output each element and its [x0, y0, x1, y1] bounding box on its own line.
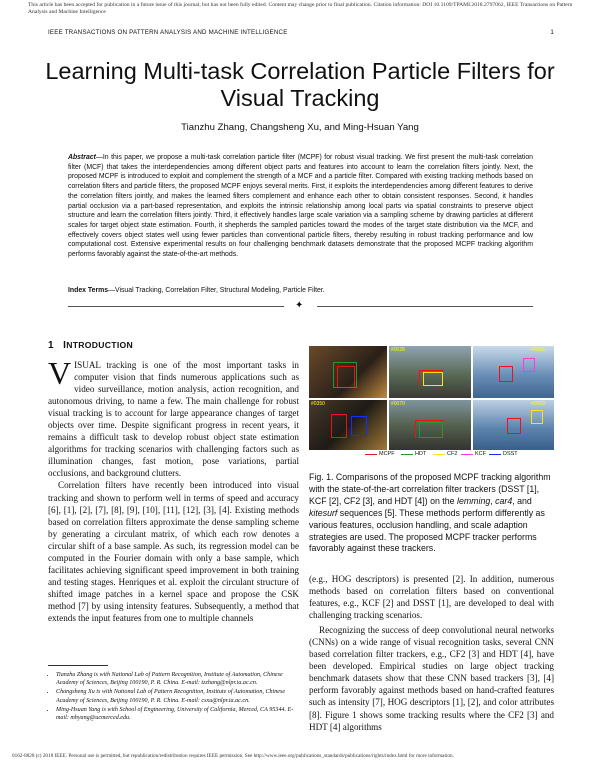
tracker-box: [331, 414, 347, 438]
frame-lemming-1: [309, 346, 387, 398]
legend-label: KCF: [475, 451, 486, 457]
figure-1-frames: [309, 346, 554, 460]
footnote-item: • Ming-Hsuan Yang is with School of Engineering, University of California, Merced, CA 95344. E-mail: mhyang@ucmerced.edu.: [56, 706, 300, 722]
tracker-box: [531, 410, 543, 424]
figure-1-caption: [309, 472, 554, 555]
frame-label: #0028: [391, 347, 405, 353]
footnote-item: • Changsheng Xu is with National Lab of Pattern Recognition, Institute of Automation, Chinese Academy of Sciences, Beijing 100190, P. R. China. E-mail: csxu@nlpr.ia.ac.cn.: [56, 688, 300, 704]
legend-label: MCPF: [379, 451, 395, 457]
running-head-text: IEEE TRANSACTIONS ON PATTERN ANALYSIS AND MACHINE INTELLIGENCE: [48, 29, 288, 36]
frame-label: #0009: [531, 401, 545, 407]
caption-sequence: kitesurf: [309, 507, 338, 518]
legend-swatch: [401, 454, 413, 455]
divider-ornament: ✦: [295, 300, 304, 311]
author-list: Tianzhu Zhang, Changsheng Xu, and Ming-Hsuan Yang: [181, 122, 419, 133]
footnote-rule: [48, 665, 108, 666]
left-column: [48, 340, 299, 624]
abstract-label: Abstract: [68, 154, 96, 161]
index-terms-label: Index Terms: [68, 287, 109, 294]
section-heading: [48, 340, 299, 351]
tracker-box: [333, 362, 357, 388]
legend-label: HDT: [415, 451, 427, 457]
legend-swatch: [489, 454, 501, 455]
caption-text: sequences [5]. These methods perform differently as various features, occlusion handling, and scale adaption strategies are used. The proposed MCPF tracker performs favorably against these trackers.: [309, 507, 545, 554]
tracker-box: [419, 422, 443, 438]
frame-label: #0070: [391, 401, 405, 407]
tracker-box: [507, 418, 521, 434]
tracker-box: [523, 358, 535, 372]
abstract-text: —In this paper, we propose a multi-task correlation particle filter (MCPF) for robust visual tracking. We first present the multi-task correlation filter (MCF) that takes the interdependencies among different object parts and features into account to learn the correlation filters jointly. Next, the proposed MCPF is introduced to exploit and complement the strength of a MCF and a particle filter. Compared with existing tracking methods based on correlation filters and particle filters, the proposed MCPF enjoys several merits. First, it exploits the interdependencies among different features to derive the correlation filters jointly, and makes the learned filters complement and enhance each other to obtain consistent responses. Second, it handles partial occlusion via a part-based representation, and exploits the intrinsic relationship among local parts via spatial constraints to preserve object structure and learn the correlation filters jointly. Third, it effectively handles large scale variation via a sampling scheme by drawing particles at different scales for target object state estimation. Fourth, it shepherds the sampled particles toward the modes of the target state distribution via the MCF, and effectively covers object states well using fewer particles than conventional particle filters, thereby resulting in robust tracking performance and low computational cost. Extensive experimental results on four challenging benchmark datasets demonstrate that the proposed MCPF tracking algorithm performs favorably against the state-of-the-art methods.: [68, 154, 533, 259]
index-terms: [68, 287, 533, 294]
legend-swatch: [461, 454, 473, 455]
intro-paragraph-2: Correlation filters have recently been introduced into visual tracking and shown to perform well in terms of speed and accuracy [6], [1], [2], [7], [8], [9], [10], [11], [12], [3], [4]. Existing methods based on correlation filters approximate the dense sampling scheme by generating a circulant matrix, of which each row denotes a circular shift of a base sample. As such, its regression model can be computed in the Fourier domain with only a base sample, which facilitates achieving significant speed improvement in both training and testing stages. Henriques et al. exploit the circulant structure of shifted image patches in a kernel space and propose the CSK method [7] by using intensity features. Subsequently, a method that extends the input features from one to multiple channels: [48, 480, 299, 623]
divider-line-left: [68, 306, 284, 307]
intro-paragraph-1-text: ISUAL tracking is one of the most important tasks in computer vision that finds numerous applications such as video surveillance, motion analysis, action recognition, and autonomous driving, to name a few. The main challenge for robust visual tracking is to account for large appearance changes of target objects over time. Despite significant progress in recent years, it remains a difficult task to develop robust object state estimation algorithms for tracking scenarios with challenging factors such as illumination changes, fast motion, pose variations, partial occlusions, and background clutters.: [48, 360, 299, 479]
right-column: [309, 573, 554, 733]
tracker-box: [351, 416, 367, 436]
section-title-rest: NTRODUCTION: [66, 340, 134, 350]
paper-title: Learning Multi-task Correlation Particle Filters for Visual Tracking: [45, 58, 555, 111]
frame-label: #0006: [531, 347, 545, 353]
frame-kitesurf-2: [473, 400, 554, 450]
legend-swatch: [433, 454, 445, 455]
frame-lemming-2: [309, 400, 387, 450]
frame-kitesurf-1: [473, 346, 554, 398]
caption-sequence: lemming: [456, 495, 491, 506]
footnote-item: • Tianzhu Zhang is with National Lab of Pattern Recognition, Institute of Automation, Chinese Academy of Sciences, Beijing 100190, P. R. China. E-mail: tzzhang@nlpr.ia.ac.cn.: [56, 671, 300, 687]
frame-label: #0350: [311, 401, 325, 407]
copyright-line: 0162-8828 (c) 2018 IEEE. Personal use is permitted, but republication/redistribution requires IEEE permission. See http://www.ieee.org/publications_standards/publications/rights/index.html for more information.: [12, 753, 454, 759]
running-head: [48, 29, 554, 36]
frame-car4-2: [389, 400, 471, 450]
footnotes: [48, 671, 300, 723]
divider-line-right: [317, 306, 533, 307]
tracker-box: [423, 372, 443, 386]
caption-text: , and: [512, 495, 532, 506]
caption-text: ,: [490, 495, 496, 506]
abstract: [68, 153, 533, 260]
index-terms-text: —Visual Tracking, Correlation Filter, Structural Modeling, Particle Filter.: [108, 287, 325, 294]
drop-cap: V: [48, 355, 72, 391]
section-number: 1: [48, 340, 54, 351]
publication-notice: This article has been accepted for publication in a future issue of this journal, but has not been fully edited. Content may change prior to final publication. Citation information: DOI 10.1109/TPAMI.2018.2797062, IEEE Transactions on Pattern Analysis and Machine Intelligence: [28, 2, 573, 15]
section-divider: [68, 301, 533, 313]
legend-swatch: [365, 454, 377, 455]
caption-sequence: car4: [495, 495, 513, 506]
tracker-box: [499, 366, 513, 382]
legend-label: CF2: [447, 451, 458, 457]
right-paragraph-2: Recognizing the success of deep convolutional neural networks (CNNs) on a wide range of visual recognition tasks, several CNN based correlation filter trackers, e.g., CF2 [3] and HDT [4], have been developed. Empirical studies on large object tracking benchmark datasets show that these CNN based trackers [3], [4] perform favorably against methods based on hand-crafted features such as intensity [7], HOG descriptors [1], [2], and color attributes [8]. Figure 1 shows some tracking results where the CF2 [3] and HDT [4] algorithms: [309, 625, 554, 732]
caption-text: Comparisons of the proposed MCPF tracking algorithm with the state-of-the-art correlation filter trackers (DSST [1], KCF [2], CF2 [3], and HDT [4]) on the: [309, 472, 551, 506]
legend-label: DSST: [503, 451, 518, 457]
section-title-first: I: [63, 340, 67, 351]
right-paragraph-1: (e.g., HOG descriptors) is presented [2]. In addition, numerous methods based on correlation filters based on conventional features, e.g., KCF [2] and DSST [1], are developed to deal with challenging tracking scenarios.: [309, 574, 554, 621]
page-number: 1: [550, 29, 554, 36]
figure-legend: [309, 451, 554, 463]
intro-paragraph-1: [48, 355, 299, 479]
frame-car4-1: [389, 346, 471, 398]
caption-label: Fig. 1.: [309, 472, 334, 482]
